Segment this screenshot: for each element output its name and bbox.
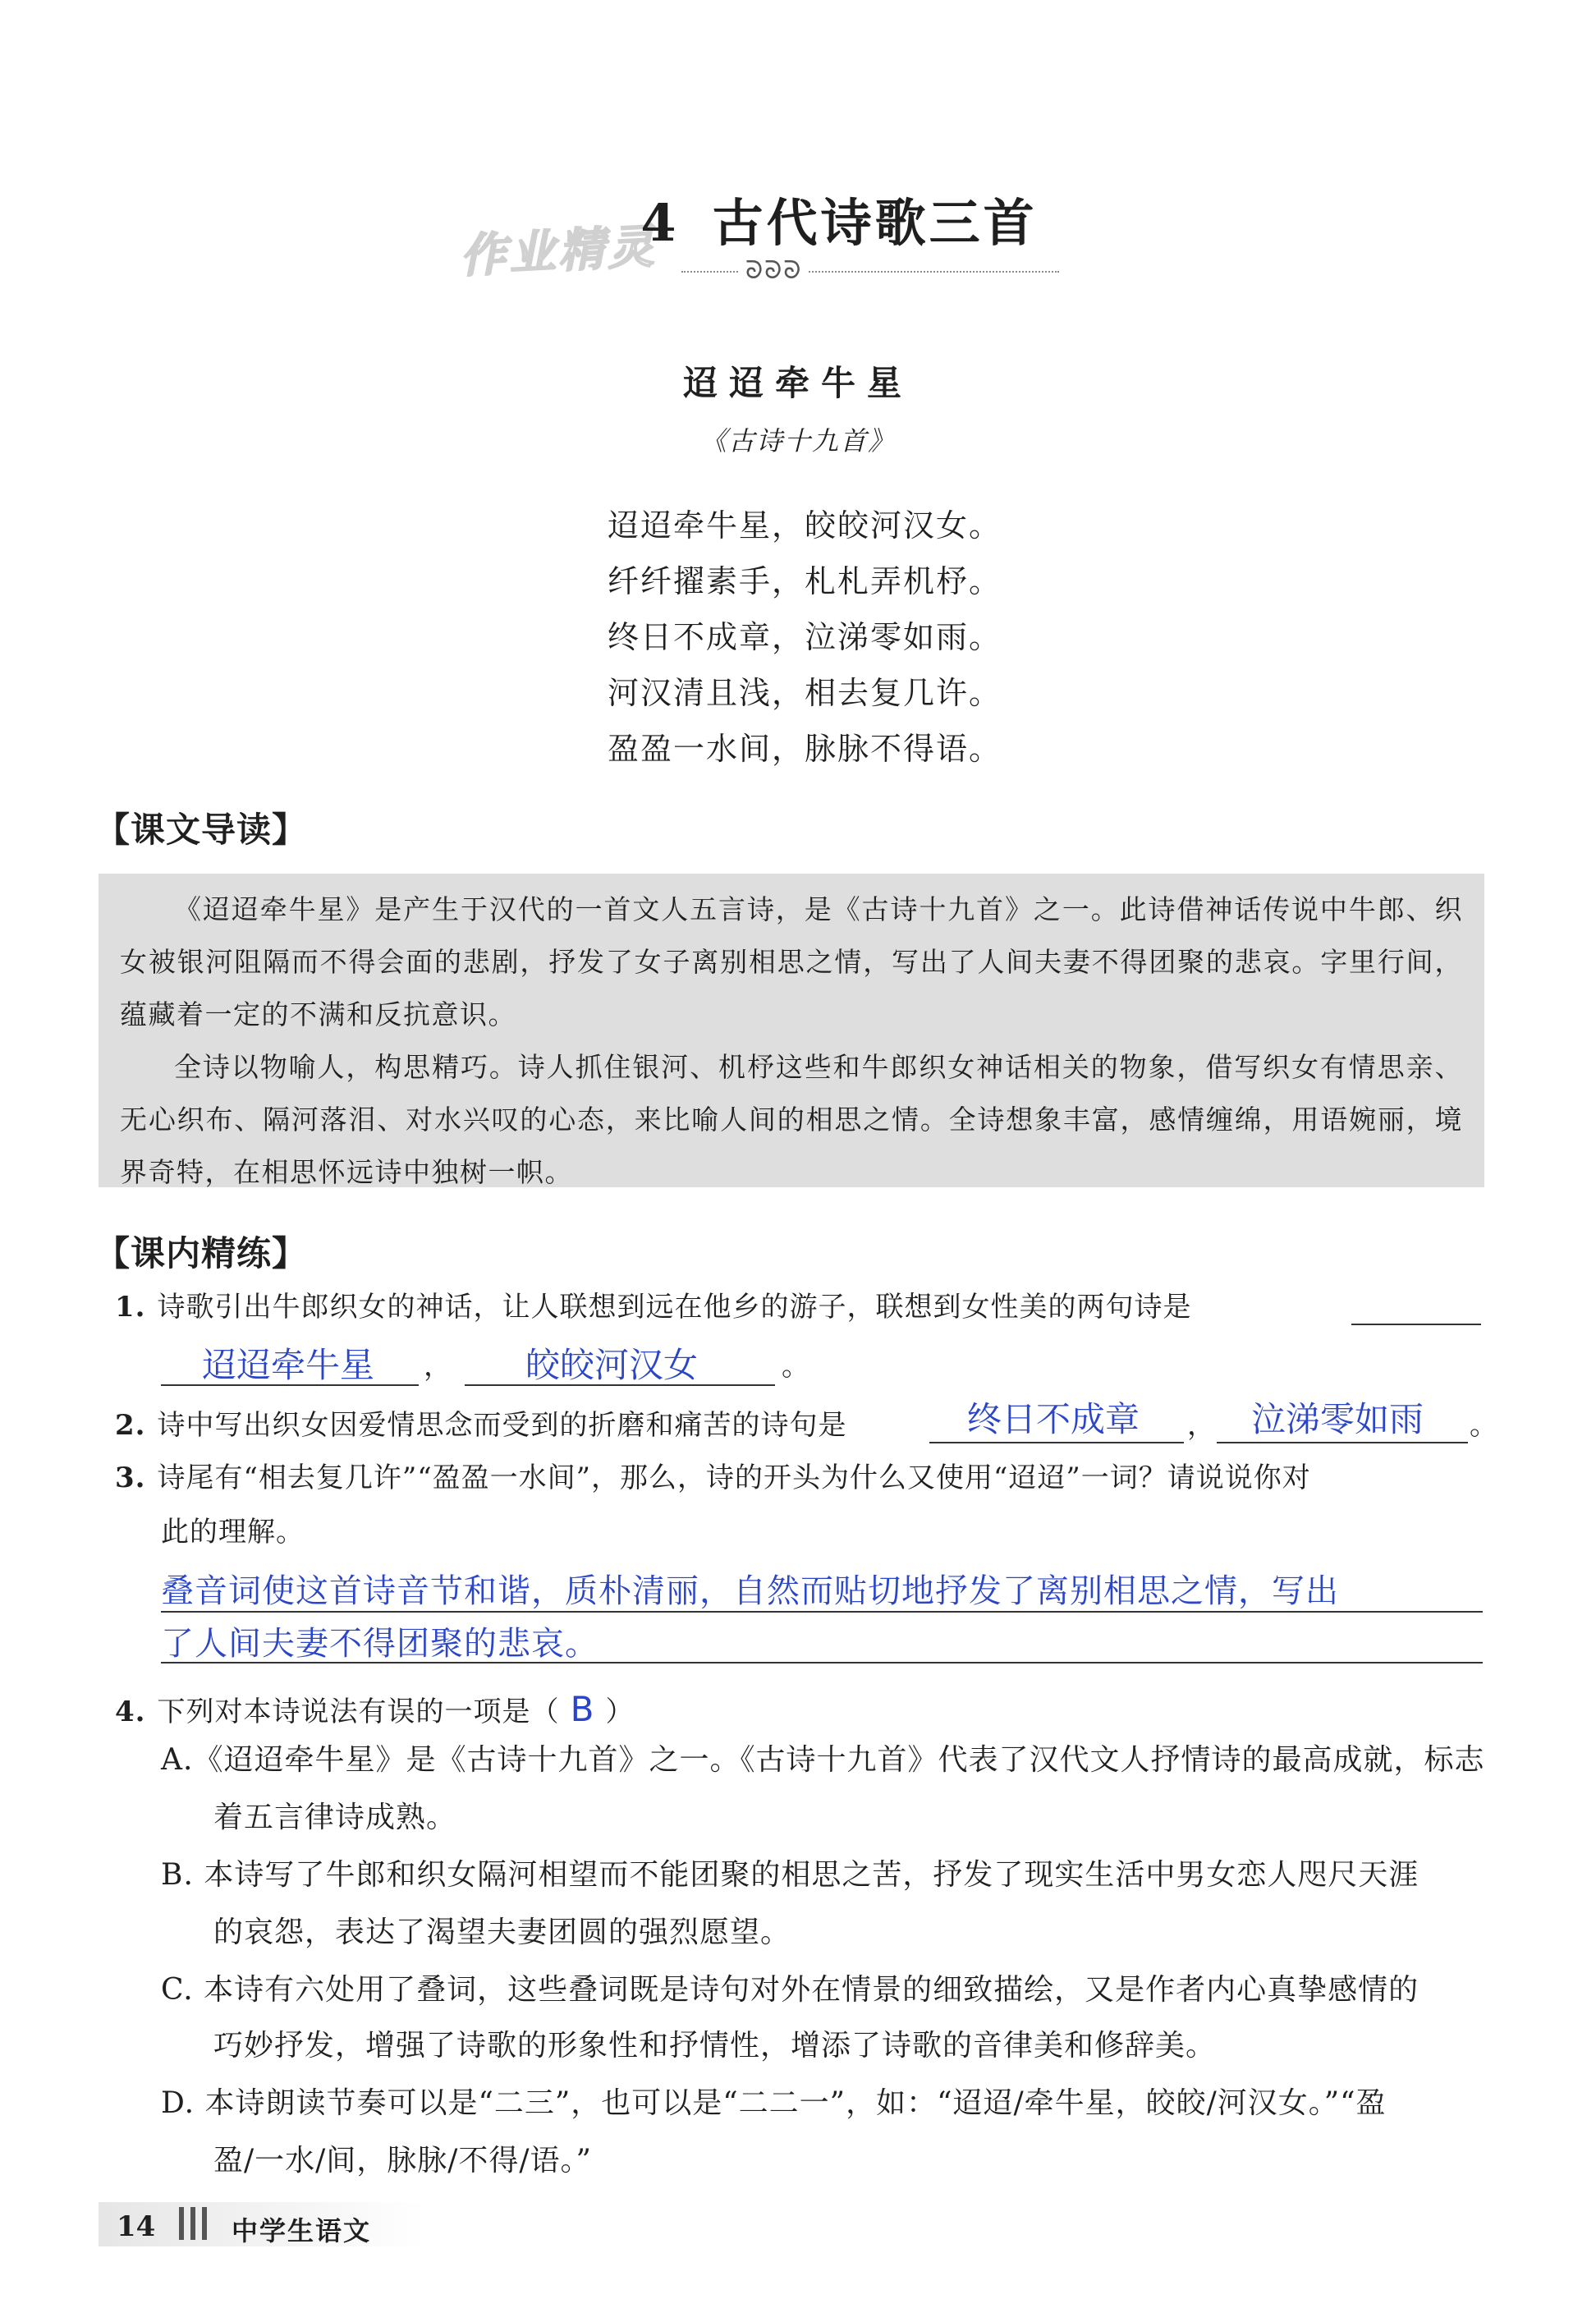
practice-heading: 【课内精练】	[95, 1233, 308, 1273]
blank-line	[1351, 1324, 1481, 1325]
chapter-title-text: 古代诗歌三首	[712, 193, 1038, 253]
end-mark: 。	[782, 1350, 810, 1383]
chapter-number: 4	[640, 193, 680, 253]
option-c-cont: 巧妙抒发，增强了诗歌的形象性和抒情性，增添了诗歌的音律美和修辞美。	[213, 2029, 1217, 2063]
option-a-cont: 着五言律诗成熟。	[213, 1801, 457, 1834]
option-d-cont: 盈/一水/间，脉脉/不得/语。”	[213, 2144, 592, 2177]
blank-line	[929, 1442, 1184, 1443]
question-text-cont: 此的理解。	[161, 1516, 305, 1549]
poem-body	[608, 498, 1002, 777]
separator: ，	[424, 1350, 452, 1383]
question-1	[115, 1289, 1192, 1325]
end-mark: 。	[1470, 1409, 1498, 1442]
footer-label: 中学生语文	[232, 2215, 372, 2246]
poem-line: 纤纤擢素手，札札弄机杼。	[608, 563, 1002, 599]
question-text: 下列对本诗说法有误的一项是（	[157, 1696, 560, 1728]
answer-text: 叠音词使这首诗音节和谐，质朴清丽，自然而贴切地抒发了离别相思之情，写出	[161, 1572, 1339, 1610]
answer-text: 皎皎河汉女	[525, 1345, 699, 1385]
poem-line: 河汉清且浅，相去复几许。	[608, 675, 1002, 711]
option-c: C. 本诗有六处用了叠词，这些叠词既是诗句对外在情景的细致描绘，又是作者内心真挚感情的	[161, 1973, 1419, 2007]
answer-choice: B	[570, 1689, 595, 1729]
blank-line	[161, 1611, 1483, 1613]
question-number: 4.	[115, 1696, 146, 1728]
title-rule	[681, 271, 1059, 273]
answer-text: 迢迢牵牛星	[202, 1345, 375, 1385]
guide-heading: 【课文导读】	[95, 810, 308, 850]
question-number: 2.	[115, 1409, 146, 1442]
separator: ，	[1187, 1409, 1216, 1442]
question-4	[115, 1691, 635, 1730]
guide-paragraph: 《迢迢牵牛星》是产生于汉代的一首文人五言诗，是《古诗十九首》之一。此诗借神话传说中牛郎、织女被银河阻隔而不得会面的悲剧，抒发了女子离别相思之情，写出了人间夫妻不得团聚的悲哀。字里行间，蕴藏着一定的不满和反抗意识。	[120, 893, 1463, 1030]
footer-bars-icon	[179, 2207, 213, 2243]
question-text: 诗歌引出牛郎织女的神话，让人联想到远在他乡的游子，联想到女性美的两句诗是	[157, 1291, 1192, 1324]
option-a: A.《迢迢牵牛星》是《古诗十九首》之一。《古诗十九首》代表了汉代文人抒情诗的最高成就，标志	[161, 1743, 1485, 1777]
option-b: B. 本诗写了牛郎和织女隔河相望而不能团聚的相思之苦，抒发了现实生活中男女恋人咫尺天涯	[161, 1858, 1419, 1892]
ornament-icon: ᘐᘐᘐ	[739, 256, 809, 285]
guide-paragraph: 全诗以物喻人，构思精巧。诗人抓住银河、机杼这些和牛郎织女神话相关的物象，借写织女有情思亲、无心织布、隔河落泪、对水兴叹的心态，来比喻人间的相思之情。全诗想象丰富，感情缠绵，用语婉丽，境界奇特，在相思怀远诗中独树一帜。	[120, 1051, 1463, 1188]
poem-line: 盈盈一水间，脉脉不得语。	[608, 731, 1002, 767]
blank-line	[161, 1662, 1483, 1663]
page-number: 14	[117, 2210, 156, 2243]
question-2	[115, 1407, 847, 1443]
poem-line: 终日不成章，泣涕零如雨。	[608, 619, 1002, 655]
option-d: D. 本诗朗读节奏可以是“二三”，也可以是“二二一”，如：“迢迢/牵牛星，皎皎/河汉女。”“盈	[161, 2086, 1387, 2120]
poem-title: 迢迢牵牛星	[682, 363, 913, 403]
question-number: 3.	[115, 1462, 146, 1494]
question-text: 诗中写出织女因爱情思念而受到的折磨和痛苦的诗句是	[157, 1409, 847, 1442]
answer-text: 了人间夫妻不得团聚的悲哀。	[161, 1625, 598, 1663]
question-text: 诗尾有“相去复几许”“盈盈一水间”，那么，诗的开头为什么又使用“迢迢”一词？请说说你对	[157, 1462, 1311, 1494]
blank-line	[1217, 1442, 1468, 1443]
watermark: 作业精灵	[458, 219, 658, 284]
question-number: 1.	[115, 1291, 146, 1324]
chapter-title	[0, 182, 1596, 255]
poem-source: 《古诗十九首》	[699, 425, 896, 457]
question-3	[115, 1460, 1311, 1496]
close-paren: ）	[605, 1696, 635, 1728]
answer-text: 泣涕零如雨	[1251, 1399, 1424, 1439]
option-b-cont: 的哀怨，表达了渴望夫妻团圆的强烈愿望。	[213, 1916, 791, 1949]
poem-line: 迢迢牵牛星，皎皎河汉女。	[608, 507, 1002, 544]
guide-box	[99, 874, 1484, 1187]
answer-text: 终日不成章	[967, 1399, 1140, 1439]
